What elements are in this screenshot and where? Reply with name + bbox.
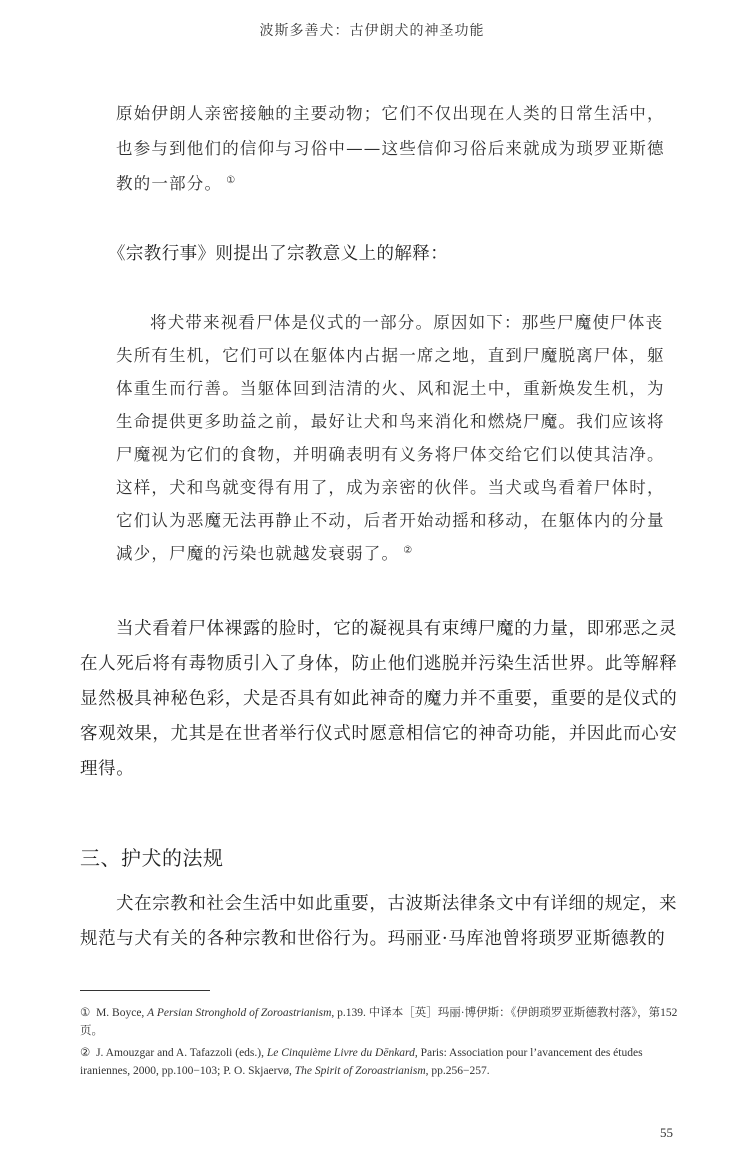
footnote-ref-1[interactable]: ① — [226, 174, 237, 186]
body-line: 犬在宗教和社会生活中如此重要，古波斯法律条文中有详细的规定，来 — [116, 894, 678, 914]
quote2-line: 尸魔视为它们的食物，并明确表明有义务将尸体交给它们以使其洁净。 — [116, 445, 665, 464]
quote1-line-text: 教的一部分。 — [116, 174, 223, 193]
footnote-mark: ② — [80, 1047, 91, 1059]
quote2-line: 这样，犬和鸟就变得有用了，成为亲密的伙伴。当犬或鸟看着尸体时， — [116, 478, 665, 497]
footnote-title: The Spirit of Zoroastrianism — [294, 1065, 426, 1077]
footnote-title: A Persian Stronghold of Zoroastrianism — [147, 1007, 332, 1019]
section-heading: 三、护犬的法规 — [80, 846, 224, 870]
quote1-line — [116, 170, 236, 194]
footnote-ref-2[interactable]: ② — [403, 544, 414, 556]
footnote-text: M. Boyce, — [96, 1007, 148, 1019]
page-number: 55 — [660, 1125, 673, 1140]
body-line: 当犬看着尸体裸露的脸时，它的凝视具有束缚尸魔的力量，即邪恶之灵 — [116, 619, 678, 639]
footnote-separator — [80, 990, 210, 991]
quote2-line: 失所有生机，它们可以在躯体内占据一席之地，直到尸魔脱离尸体，躯 — [116, 346, 665, 365]
intro-text: 《宗教行事》则提出了宗教意义上的解释： — [108, 244, 449, 264]
footnote-text: , p.139. 中译本［英］玛丽·博伊斯：《伊朗琐罗亚斯德教村落》，第152页。 — [80, 1007, 678, 1037]
footnote-text: , pp.256−257. — [425, 1065, 490, 1077]
body-line: 客观效果，尤其是在世者举行仪式时愿意相信它的神奇功能，并因此而心安 — [80, 724, 678, 744]
quote1-line: 也参与到他们的信仰与习俗中——这些信仰习俗后来就成为琐罗亚斯德 — [116, 139, 665, 158]
footnote-text: , Paris: Association pour l’avancement des études iraniennes, 2000, pp.100−103; P. O. Skjaervø, — [80, 1047, 643, 1077]
footnote-1 — [80, 1004, 690, 1040]
quote2-line — [116, 540, 413, 564]
footnote-title: Le Cinquième Livre du Dēnkard — [266, 1047, 415, 1059]
body-line: 规范与犬有关的各种宗教和世俗行为。玛丽亚·马库池曾将琐罗亚斯德教的 — [80, 929, 666, 949]
quote2-line: 它们认为恶魔无法再静止不动，后者开始动摇和移动，在躯体内的分量 — [116, 511, 665, 530]
quote2-line: 体重生而行善。当躯体回到洁清的火、风和泥土中，重新焕发生机，为 — [116, 379, 665, 398]
footnote-2 — [80, 1044, 690, 1080]
quote2-line: 生命提供更多助益之前，最好让犬和鸟来消化和燃烧尸魔。我们应该将 — [116, 412, 665, 431]
footnote-mark: ① — [80, 1007, 91, 1019]
footnote-text: J. Amouzgar and A. Tafazzoli (eds.), — [96, 1047, 267, 1059]
quote1-line: 原始伊朗人亲密接触的主要动物；它们不仅出现在人类的日常生活中， — [116, 104, 665, 123]
body-line: 在人死后将有毒物质引入了身体，防止他们逃脱并污染生活世界。此等解释 — [80, 654, 678, 674]
quote2-line: 将犬带来视看尸体是仪式的一部分。原因如下：那些尸魔使尸体丧 — [150, 313, 664, 332]
running-header: 波斯多善犬：古伊朗犬的神圣功能 — [259, 23, 485, 39]
body-line: 显然极具神秘色彩，犬是否具有如此神奇的魔力并不重要，重要的是仪式的 — [80, 689, 678, 709]
quote2-line-text: 减少，尸魔的污染也就越发衰弱了。 — [116, 544, 400, 563]
body-line: 理得。 — [80, 759, 135, 779]
